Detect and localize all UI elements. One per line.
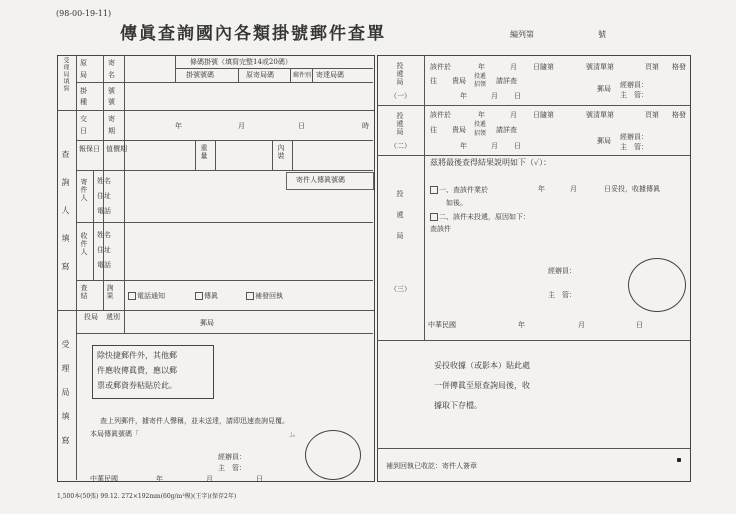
checkbox-fax[interactable] <box>195 292 203 300</box>
result-option-fax[interactable]: 傳眞 <box>195 292 218 300</box>
barcode-header: 條碼掛號（填寫完整14或20碼） <box>190 58 292 66</box>
result-option-phone[interactable]: 電話通知 <box>128 292 165 300</box>
sender-fax-label: 寄件人傳眞號碼 <box>296 176 345 184</box>
footer-note: 1,500本(50張) 99.12. 272×192mm(60g/m²模)(王字)(保存2年) <box>57 493 237 500</box>
checkbox-delivered[interactable] <box>430 186 438 194</box>
result-option-reissue[interactable]: 補發回執 <box>246 292 283 300</box>
checkbox-undelivered[interactable] <box>430 213 438 221</box>
serial-unit: 號 <box>598 30 606 39</box>
option-undelivered[interactable]: 二、該件未投遞，原因如下： <box>430 213 530 221</box>
serial-label: 編列第 <box>510 30 534 39</box>
checkbox-reissue[interactable] <box>246 292 254 300</box>
signature-label: 補到回執已收訖：寄件人簽章 <box>386 462 477 470</box>
sec2-label: 查詢人填寫 <box>61 150 70 290</box>
checkbox-phone[interactable] <box>128 292 136 300</box>
form-title: 傳眞查詢國內各類掛號郵件查單 <box>120 24 386 44</box>
seal-circle-left <box>305 430 361 480</box>
sec1-label: 受理局填寫 <box>62 57 69 92</box>
option-delivered[interactable]: 一、查該件業於 <box>430 186 488 194</box>
form-code: (98-00-19-11) <box>56 9 112 18</box>
ink-mark <box>677 458 681 462</box>
seal-circle-right <box>628 258 686 312</box>
sec3-label: 受理局填寫 <box>61 340 70 460</box>
